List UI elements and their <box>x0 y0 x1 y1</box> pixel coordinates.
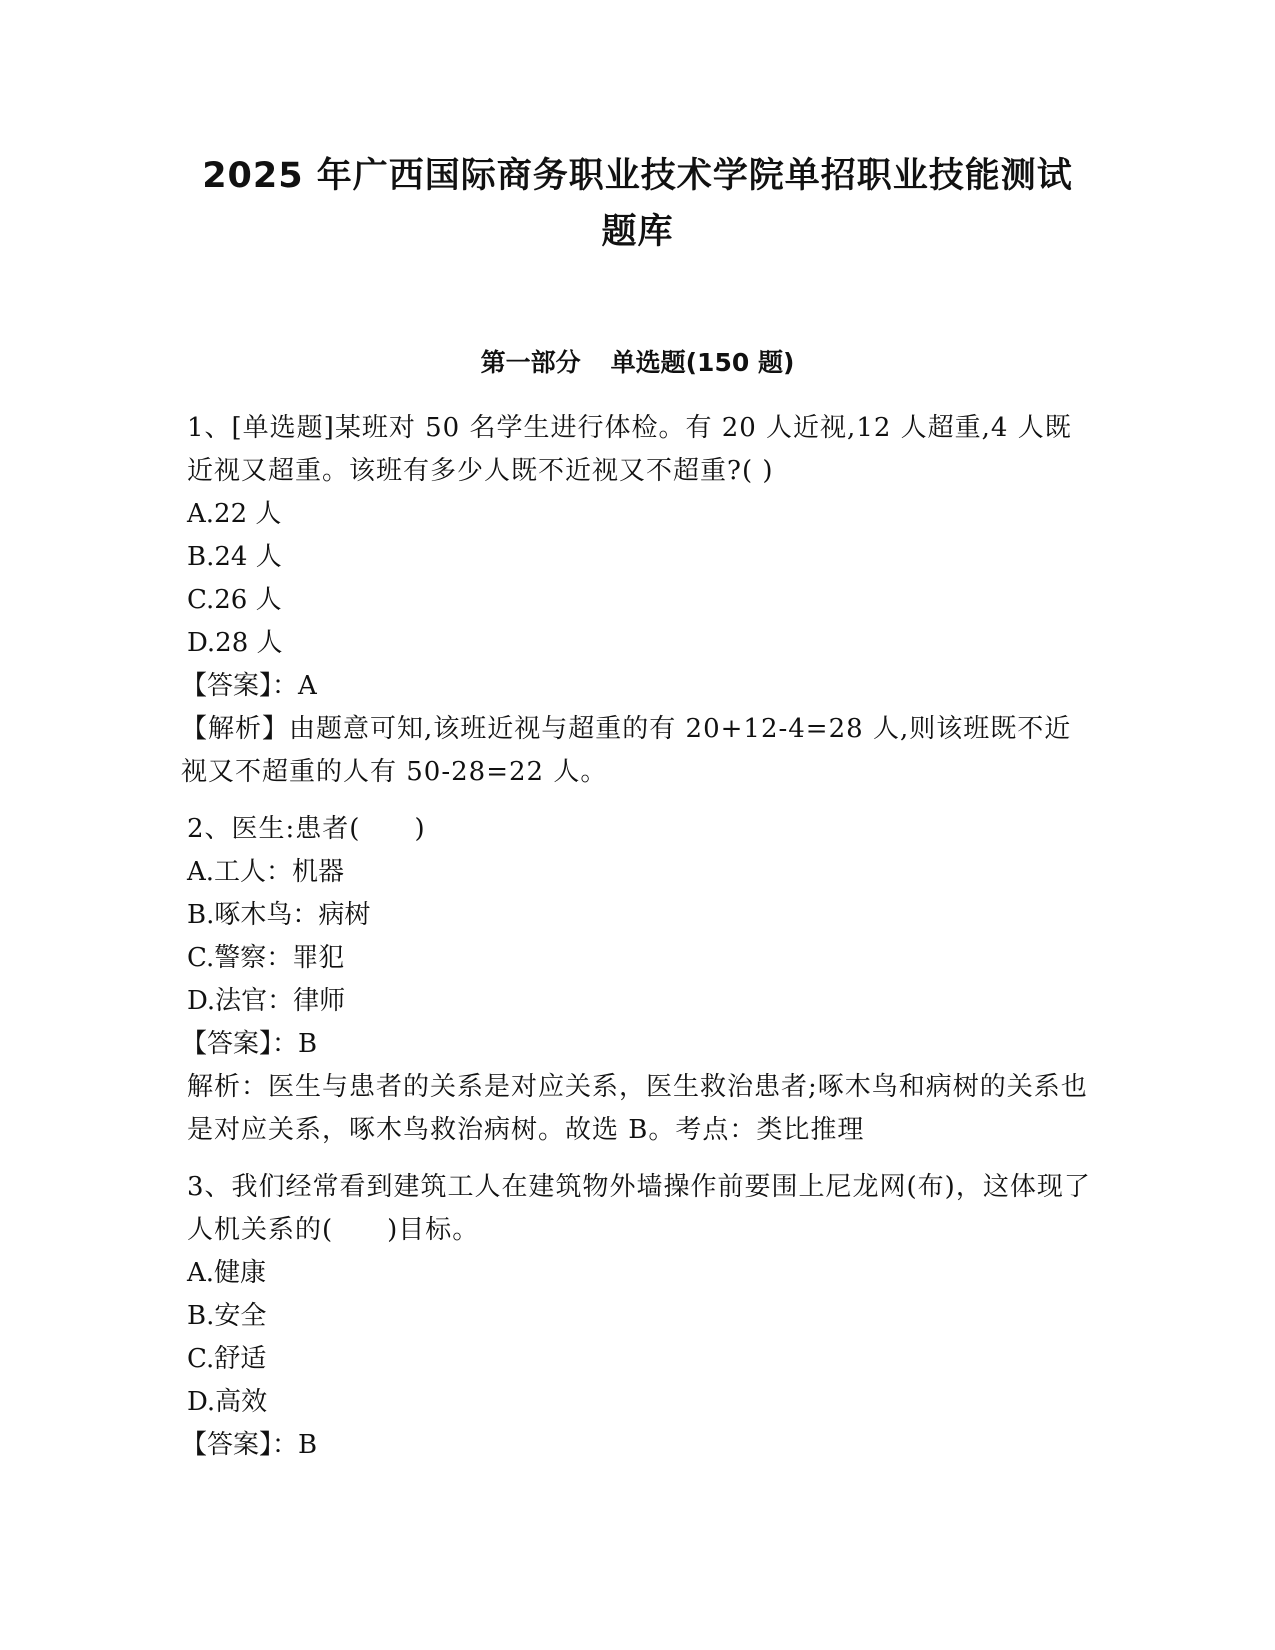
document-title <box>180 148 1095 260</box>
section-part-label: 第一部分 <box>480 348 581 377</box>
option-d: D.法官：律师 <box>187 986 346 1016</box>
question-stem: 3、我们经常看到建筑工人在建筑物外墙操作前要围上尼龙网(布)，这体现了人机关系的( )目标。 <box>187 1172 1091 1245</box>
option-b: B.安全 <box>187 1301 267 1331</box>
option-a: A.工人：机器 <box>187 857 345 887</box>
answer: 【答案】：A <box>181 671 317 701</box>
option-d: D.高效 <box>187 1387 268 1417</box>
option-b: B.啄木鸟：病树 <box>187 900 371 930</box>
option-b: B.24 人 <box>187 542 282 572</box>
title-line-1: 2025 年广西国际商务职业技术学院单招职业技能测试 <box>202 156 1073 196</box>
title-line-2: 题库 <box>601 212 674 252</box>
option-d: D.28 人 <box>187 628 283 658</box>
option-a: A.健康 <box>187 1258 267 1288</box>
question-stem: 2、医生:患者( ) <box>187 814 426 844</box>
question-1 <box>181 407 1092 794</box>
question-3 <box>181 1166 1092 1467</box>
answer: 【答案】：B <box>181 1029 318 1059</box>
option-c: C.舒适 <box>187 1344 267 1374</box>
section-heading <box>180 346 1095 380</box>
question-2 <box>181 808 1092 1152</box>
answer: 【答案】：B <box>181 1430 318 1460</box>
question-list <box>181 407 1092 1481</box>
question-stem: 1、[单选题]某班对 50 名学生进行体检。有 20 人近视,12 人超重,4 人既近视又超重。该班有多少人既不近视又不超重?( ) <box>187 413 1072 486</box>
analysis: 【解析】由题意可知,该班近视与超重的有 20+12-4=28 人,则该班既不近视又不超重的人有 50-28=22 人。 <box>181 714 1072 787</box>
option-a: A.22 人 <box>187 499 282 529</box>
section-name: 单选题(150 题) <box>610 348 795 377</box>
option-c: C.26 人 <box>187 585 282 615</box>
option-c: C.警察：罪犯 <box>187 943 345 973</box>
analysis: 解析：医生与患者的关系是对应关系，医生救治患者;啄木鸟和病树的关系也是对应关系，啄木鸟救治病树。故选 B。考点：类比推理 <box>187 1072 1088 1145</box>
